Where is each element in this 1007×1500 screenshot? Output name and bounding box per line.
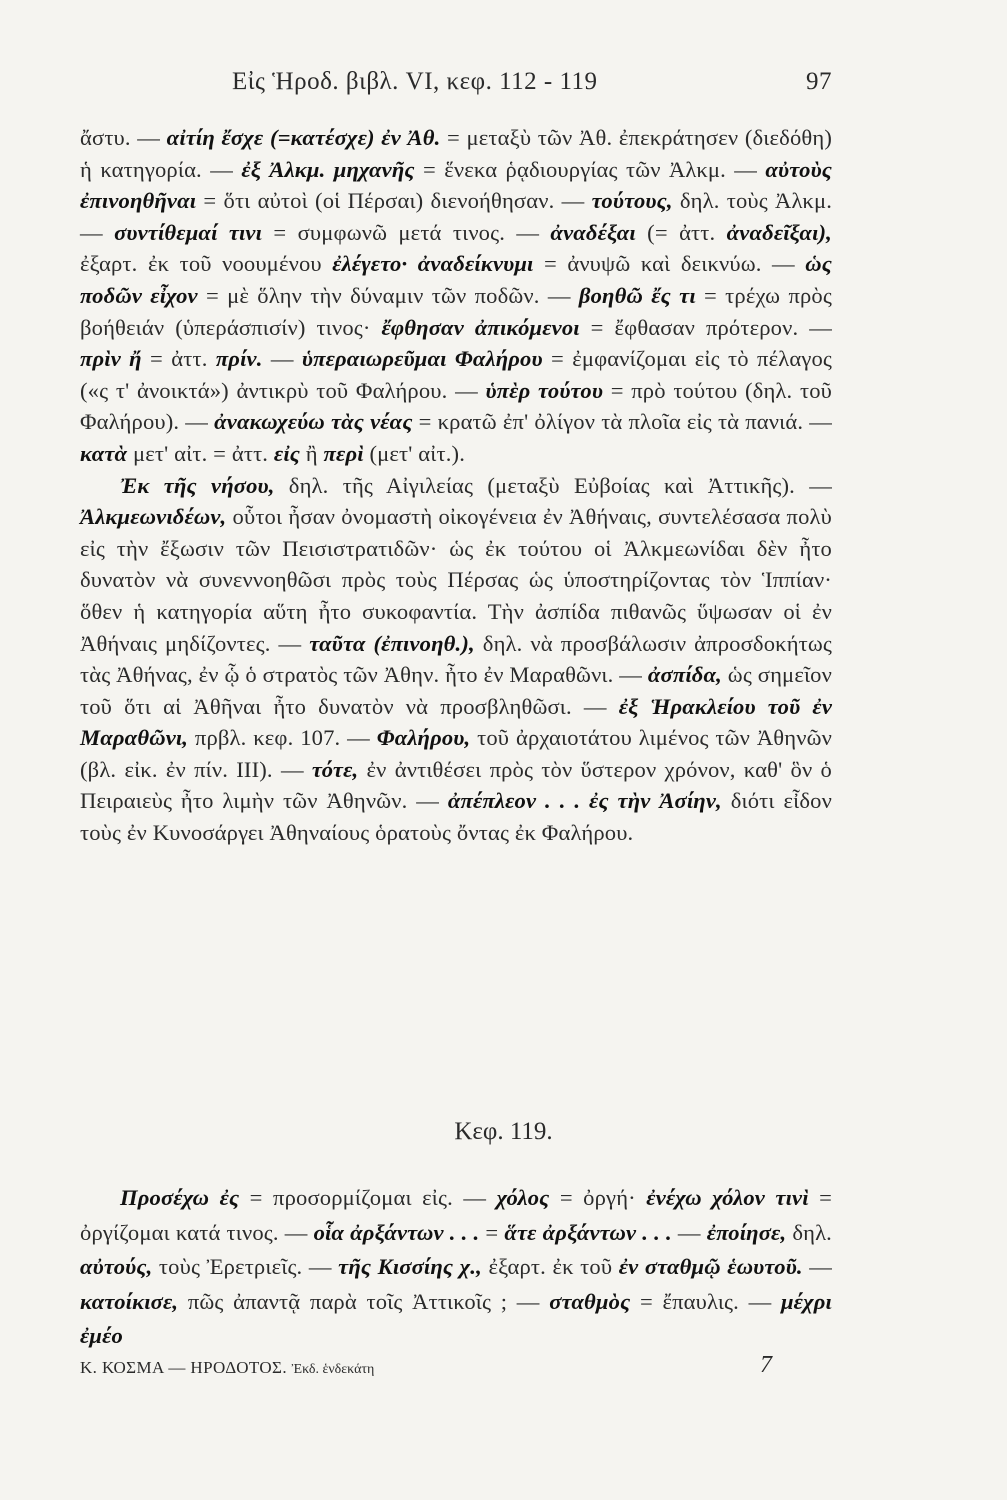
chapter-heading-text: Κεφ. 119. <box>454 1118 553 1145</box>
lemma: κατοίκισε, <box>80 1288 179 1314</box>
lemma: ἐποίησε, <box>706 1219 787 1245</box>
lemma: ὑπὲρ τούτου <box>485 377 604 403</box>
gloss-text: = προσορμίζομαι εἰς. — <box>239 1185 497 1210</box>
gloss-text: πῶς ἀπαντᾷ παρὰ τοῖς Ἀττικοῖς ; — <box>178 1288 550 1314</box>
gloss-text: ἐξαρτ. ἐκ τοῦ νοουμένου <box>80 251 333 277</box>
gloss-text: (= ἀττ. <box>635 219 727 245</box>
lemma: σταθμὸς <box>549 1288 631 1314</box>
gloss-text: δηλ. νὰ προσβάλωσιν ἀπροσδοκήτως τὰς Ἀθήνας, ἐν ᾧ ὁ στρατὸς τῶν Ἀθην. ἦτο ἐν Μαραθῶνι. — <box>80 630 833 688</box>
gloss-text: — <box>671 1219 707 1245</box>
gloss-text: = ἔπαυλις. — <box>630 1288 781 1314</box>
lemma: οἷα ἀρξάντων . . . <box>313 1219 480 1245</box>
gloss-text: τοὺς Ἐρετριεῖς. — <box>152 1254 339 1280</box>
lemma: ὑπεραιωρεῦμαι Φαλήρου <box>301 346 543 372</box>
lemma: κατὰ <box>80 440 128 466</box>
lemma: εἰς <box>273 440 300 466</box>
gloss-text: διότι εἶδον τοὺς ἐν Κυνοσάργει Ἀθηναίους ὁρατοὺς ὄντας ἐκ Φαλήρου. <box>80 788 832 846</box>
lemma: ἀνακωχεύω τὰς νέας <box>214 409 413 435</box>
chapter-body <box>80 1181 832 1354</box>
lemma: ἀπέπλεον . . . ἐς τὴν Ἀσίην, <box>447 788 722 814</box>
lemma: μέχρι ἐμέο <box>80 1288 832 1349</box>
signature-number: 7 <box>760 1352 772 1378</box>
lemma: συντίθεμαί τινι <box>114 219 263 245</box>
lemma: βοηθῶ ἔς τι <box>578 282 696 308</box>
lemma: τότε, <box>311 756 359 782</box>
lemma: περὶ <box>323 440 364 466</box>
lemma: Φαλήρου, <box>376 725 471 751</box>
running-head <box>80 68 832 108</box>
lemma: ἔφθησαν ἀπικόμενοι <box>381 314 580 340</box>
page-number: 97 <box>806 68 832 95</box>
gloss-text: = συμφωνῶ μετά τινος. — <box>262 219 551 245</box>
lemma: πρὶν ἤ <box>80 346 142 372</box>
gloss-text: ὡς σημεῖον τοῦ ὅτι αἱ Ἀθῆναι ἦτο δυνατὸν νὰ προσβληθῶσι. — <box>80 662 832 719</box>
gloss-text: (μετ' αἰτ.). <box>363 440 466 466</box>
lemma: ἀσπίδα, <box>647 662 722 688</box>
signature-text: Κ. ΚΟΣΜΑ — ΗΡΟΔΟΤΟΣ. <box>80 1358 287 1377</box>
printer-signature <box>80 1358 374 1378</box>
gloss-text: = ἀνυψῶ καὶ δεικνύω. — <box>533 251 806 277</box>
gloss-text: δηλ. τοὺς Ἀλκμ. — <box>80 188 833 245</box>
gloss-text: = ὀργή· <box>549 1185 647 1210</box>
gloss-text: = τρέχω πρὸς βοήθειάν (ὑπεράσπισίν) τινος· <box>80 282 832 340</box>
gloss-text: = μεταξὺ τῶν Ἀθ. ἐπεκράτησεν (διεδόθη) ἡ κατηγορία. — <box>80 125 833 182</box>
gloss-text: — <box>262 346 302 372</box>
gloss-text: = κρατῶ ἐπ' ὀλίγον τὰ πλοῖα εἰς τὰ πανιά. — <box>412 409 833 435</box>
gloss-text: = ἐμφανίζομαι εἰς τὸ πέλαγος («ς τ' ἀνοικτά») ἀντικρὺ τοῦ Φαλήρου. — <box>80 346 833 403</box>
gloss-text: ἐξαρτ. ἐκ τοῦ <box>481 1254 619 1280</box>
lemma: ὡς ποδῶν εἶχον <box>80 251 832 308</box>
gloss-text: ἐν ἀντιθέσει πρὸς τὸν ὕστερον χρόνον, καθ' ὃν ὁ Πειραιεὺς ἦτο λιμὴν τῶν Ἀθηνῶν. — <box>80 756 832 814</box>
lemma: ἐξ Ἀλκμ. μηχανῆς <box>241 156 415 182</box>
lemma: Προσέχω ἐς <box>120 1185 240 1210</box>
gloss-text: = ὀργίζομαι κατά τινος. — <box>80 1185 832 1245</box>
signature-line <box>80 1352 832 1382</box>
lemma: χόλος <box>496 1185 550 1210</box>
gloss-text: οὗτοι ἦσαν ὀνομαστὴ οἰκογένεια ἐν Ἀθήναις, συντελέσασα πολὺ εἰς τὴν ἔξωσιν τῶν Πεισιστρατιδῶν· ὡς ἐκ τούτου οἱ Ἀλκμεωνίδαι δὲν ἦτο δυνατὸν νὰ συνεννοηθῶσι πρὸς τοὺς Πέρσας ὡς ὑποστηρίζοντας τὸν Ἱππίαν· ὅθεν ἡ κατηγορία αὕτη ἦτο συκοφαντία. Τὴν ἀσπίδα πιθανῶς ὕψωσαν οἱ ἐν Ἀθήναις μηδίζοντες. — <box>80 504 832 656</box>
lemma: ἅτε ἀρξάντων . . . <box>504 1219 672 1245</box>
gloss-text: — <box>802 1254 832 1280</box>
chapter-paragraph <box>80 1181 832 1354</box>
gloss-text: μετ' αἰτ. = ἀττ. <box>127 440 274 466</box>
lemma: ἐλέγετο· ἀναδείκνυμι <box>332 251 534 277</box>
running-title: Εἰς Ἡροδ. βιβλ. VI, κεφ. 112 - 119 <box>232 68 598 95</box>
lemma: αἰτίη ἔσχε (=κατέσχε) ἐν Ἀθ. <box>166 125 441 150</box>
lemma: ἐνέχω χόλον τινὶ <box>646 1185 809 1210</box>
lemma: αὐτούς, <box>80 1254 153 1280</box>
gloss-text: = ὅτι αὐτοὶ (οἱ Πέρσαι) διενοήθησαν. — <box>196 188 592 214</box>
gloss-text: = ἔφθασαν πρότερον. — <box>579 314 832 340</box>
gloss-text: = πρὸ τούτου (δηλ. τοῦ Φαλήρου). — <box>80 377 832 435</box>
commentary-body <box>80 122 832 849</box>
lemma: ἐν σταθμῷ ἑωυτοῦ. <box>618 1254 803 1280</box>
chapter-heading <box>0 1118 1007 1146</box>
commentary-paragraph <box>80 470 832 849</box>
gloss-text: τοῦ ἀρχαιοτάτου λιμένος τῶν Ἀθηνῶν (βλ. εἰκ. ἐν πίν. III). — <box>80 725 832 782</box>
gloss-text: ἢ <box>299 440 324 466</box>
gloss-text: = ἀττ. <box>141 346 216 372</box>
gloss-text: = <box>479 1219 505 1245</box>
gloss-text: δηλ. τῆς Αἰγιλείας (μεταξὺ Εὐβοίας καὶ Ἀττικῆς). — <box>274 472 832 498</box>
lemma: πρίν. <box>215 346 263 372</box>
lemma: τῆς Κισσίης χ., <box>338 1254 482 1280</box>
edition-text: Ἐκδ. ἑνδεκάτη <box>291 1362 375 1377</box>
lemma: ταῦτα (ἐπινοηθ.), <box>309 630 475 656</box>
commentary-paragraph <box>80 122 832 470</box>
lemma: ἐξ Ἡρακλείου τοῦ ἐν Μαραθῶνι, <box>80 693 832 751</box>
gloss-text: δηλ. <box>786 1219 832 1245</box>
lemma: ἀναδέξαι <box>550 219 636 245</box>
lemma: Ἀλκμεωνιδέων, <box>80 504 227 530</box>
lemma: αὐτοὺς ἐπινοηθῆναι <box>80 156 833 214</box>
gloss-text: = μὲ ὅλην τὴν δύναμιν τῶν ποδῶν. — <box>197 282 579 308</box>
gloss-text: πρβλ. κεφ. 107. — <box>188 725 377 751</box>
gloss-text: = ἕνεκα ῥᾳδιουργίας τῶν Ἀλκμ. — <box>414 156 766 182</box>
lemma: ἀναδεῖξαι), <box>726 219 832 245</box>
gloss-text: ἄστυ. — <box>80 125 167 150</box>
lemma: Ἐκ τῆς νήσου, <box>120 472 275 498</box>
lemma: τούτους, <box>591 188 673 214</box>
